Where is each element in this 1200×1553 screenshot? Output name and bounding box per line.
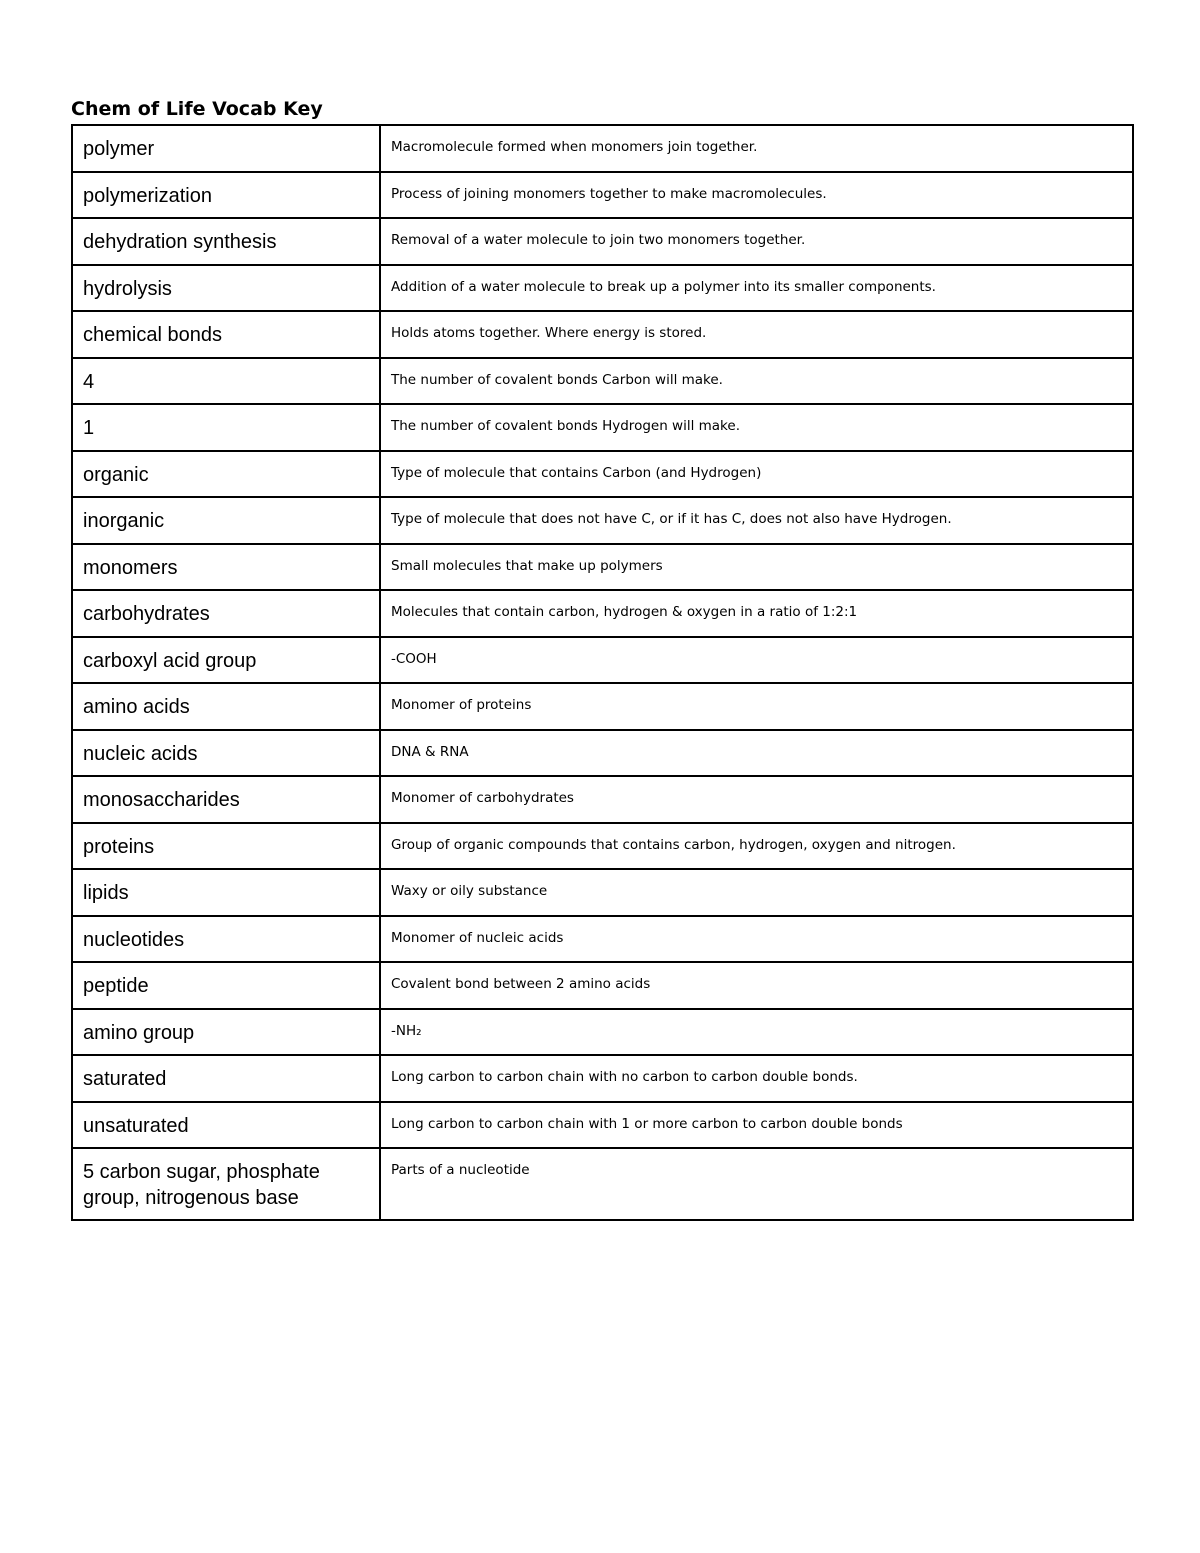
- definition-cell: [380, 730, 1133, 777]
- term-cell: [72, 637, 380, 684]
- term-cell: [72, 1102, 380, 1149]
- definition-cell: [380, 962, 1133, 1009]
- table-row: [72, 172, 1133, 219]
- term-text: polymerization: [83, 184, 212, 207]
- definition-cell: [380, 218, 1133, 265]
- table-row: [72, 1148, 1133, 1220]
- table-row: [72, 1102, 1133, 1149]
- table-row: [72, 869, 1133, 916]
- definition-cell: [380, 683, 1133, 730]
- definition-cell: [380, 265, 1133, 312]
- term-cell: [72, 962, 380, 1009]
- definition-cell: [380, 125, 1133, 172]
- definition-text: Group of organic compounds that contains carbon, hydrogen, oxygen and nitrogen.: [391, 836, 956, 853]
- term-cell: [72, 265, 380, 312]
- term-cell: [72, 916, 380, 963]
- definition-cell: [380, 1009, 1133, 1056]
- table-row: [72, 497, 1133, 544]
- term-cell: [72, 1148, 380, 1220]
- definition-text: Type of molecule that does not have C, or if it has C, does not also have Hydrogen.: [391, 511, 952, 527]
- term-cell: [72, 311, 380, 358]
- term-text: peptide: [83, 975, 149, 997]
- table-row: [72, 311, 1133, 358]
- table-row: [72, 776, 1133, 823]
- definition-text: Holds atoms together. Where energy is stored.: [391, 325, 707, 341]
- definition-text: Long carbon to carbon chain with no carbon to carbon double bonds.: [391, 1069, 858, 1085]
- definition-text: Removal of a water molecule to join two monomers together.: [391, 232, 806, 248]
- table-row: [72, 404, 1133, 451]
- definition-cell: [380, 869, 1133, 916]
- term-cell: [72, 218, 380, 265]
- definition-text: -NH₂: [391, 1022, 422, 1039]
- term-text: saturated: [83, 1068, 167, 1090]
- term-text: proteins: [83, 835, 155, 858]
- term-text: inorganic: [83, 510, 165, 532]
- definition-text: The number of covalent bonds Hydrogen will make.: [391, 418, 740, 434]
- definition-text: Process of joining monomers together to make macromolecules.: [391, 185, 827, 202]
- definition-text: Molecules that contain carbon, hydrogen & oxygen in a ratio of 1:2:1: [391, 604, 858, 620]
- page-title: Chem of Life Vocab Key: [71, 98, 323, 120]
- definition-text: Addition of a water molecule to break up a polymer into its smaller components.: [391, 278, 936, 295]
- term-text: chemical bonds: [83, 324, 222, 346]
- definition-text: Long carbon to carbon chain with 1 or more carbon to carbon double bonds: [391, 1115, 903, 1132]
- term-cell: [72, 590, 380, 637]
- definition-text: The number of covalent bonds Carbon will make.: [391, 371, 723, 388]
- table-row: [72, 683, 1133, 730]
- table-row: [72, 125, 1133, 172]
- definition-cell: [380, 358, 1133, 405]
- definition-text: DNA & RNA: [391, 743, 469, 760]
- table-row: [72, 451, 1133, 498]
- definition-text: Waxy or oily substance: [391, 883, 548, 899]
- definition-cell: [380, 637, 1133, 684]
- definition-text: Monomer of proteins: [391, 697, 532, 713]
- term-cell: [72, 172, 380, 219]
- table-row: [72, 823, 1133, 870]
- vocab-table: [71, 124, 1134, 1221]
- term-text: monosaccharides: [83, 789, 240, 811]
- term-text: amino acids: [83, 696, 190, 718]
- definition-cell: [380, 776, 1133, 823]
- term-text: carboxyl acid group: [83, 649, 257, 672]
- term-cell: [72, 544, 380, 591]
- term-cell: [72, 683, 380, 730]
- term-text: nucleic acids: [83, 742, 198, 765]
- definition-text: Parts of a nucleotide: [391, 1162, 530, 1178]
- term-cell: [72, 1009, 380, 1056]
- term-cell: [72, 451, 380, 498]
- term-text: 4: [83, 370, 95, 393]
- definition-cell: [380, 451, 1133, 498]
- definition-text: Small molecules that make up polymers: [391, 557, 663, 574]
- term-cell: [72, 869, 380, 916]
- definition-cell: [380, 1102, 1133, 1149]
- definition-text: -COOH: [391, 650, 437, 667]
- term-text: organic: [83, 463, 149, 486]
- table-row: [72, 358, 1133, 405]
- term-cell: [72, 404, 380, 451]
- definition-cell: [380, 1148, 1133, 1220]
- term-cell: [72, 125, 380, 172]
- term-cell: [72, 497, 380, 544]
- term-text: lipids: [83, 882, 129, 904]
- term-text: monomers: [83, 556, 178, 579]
- table-row: [72, 590, 1133, 637]
- definition-cell: [380, 916, 1133, 963]
- table-row: [72, 265, 1133, 312]
- term-text: carbohydrates: [83, 603, 210, 625]
- term-text: polymer: [83, 138, 155, 160]
- definition-cell: [380, 544, 1133, 591]
- term-text: hydrolysis: [83, 277, 172, 300]
- definition-cell: [380, 404, 1133, 451]
- term-cell: [72, 730, 380, 777]
- term-cell: [72, 776, 380, 823]
- table-row: [72, 218, 1133, 265]
- table-row: [72, 637, 1133, 684]
- definition-text: Covalent bond between 2 amino acids: [391, 976, 651, 992]
- definition-cell: [380, 823, 1133, 870]
- term-cell: [72, 358, 380, 405]
- definition-cell: [380, 590, 1133, 637]
- term-text: dehydration synthesis: [83, 231, 277, 253]
- definition-cell: [380, 497, 1133, 544]
- term-text: 5 carbon sugar, phosphate group, nitrogenous base: [83, 1161, 320, 1209]
- definition-text: Macromolecule formed when monomers join together.: [391, 139, 758, 155]
- definition-text: Monomer of carbohydrates: [391, 790, 574, 806]
- term-text: nucleotides: [83, 928, 185, 951]
- table-row: [72, 730, 1133, 777]
- definition-cell: [380, 311, 1133, 358]
- term-text: unsaturated: [83, 1114, 189, 1137]
- term-cell: [72, 1055, 380, 1102]
- term-text: amino group: [83, 1021, 195, 1044]
- definition-cell: [380, 172, 1133, 219]
- term-text: 1: [83, 417, 95, 439]
- definition-text: Type of molecule that contains Carbon (and Hydrogen): [391, 464, 762, 481]
- term-cell: [72, 823, 380, 870]
- table-row: [72, 916, 1133, 963]
- table-row: [72, 1055, 1133, 1102]
- definition-text: Monomer of nucleic acids: [391, 929, 564, 946]
- table-row: [72, 962, 1133, 1009]
- table-row: [72, 1009, 1133, 1056]
- definition-cell: [380, 1055, 1133, 1102]
- table-row: [72, 544, 1133, 591]
